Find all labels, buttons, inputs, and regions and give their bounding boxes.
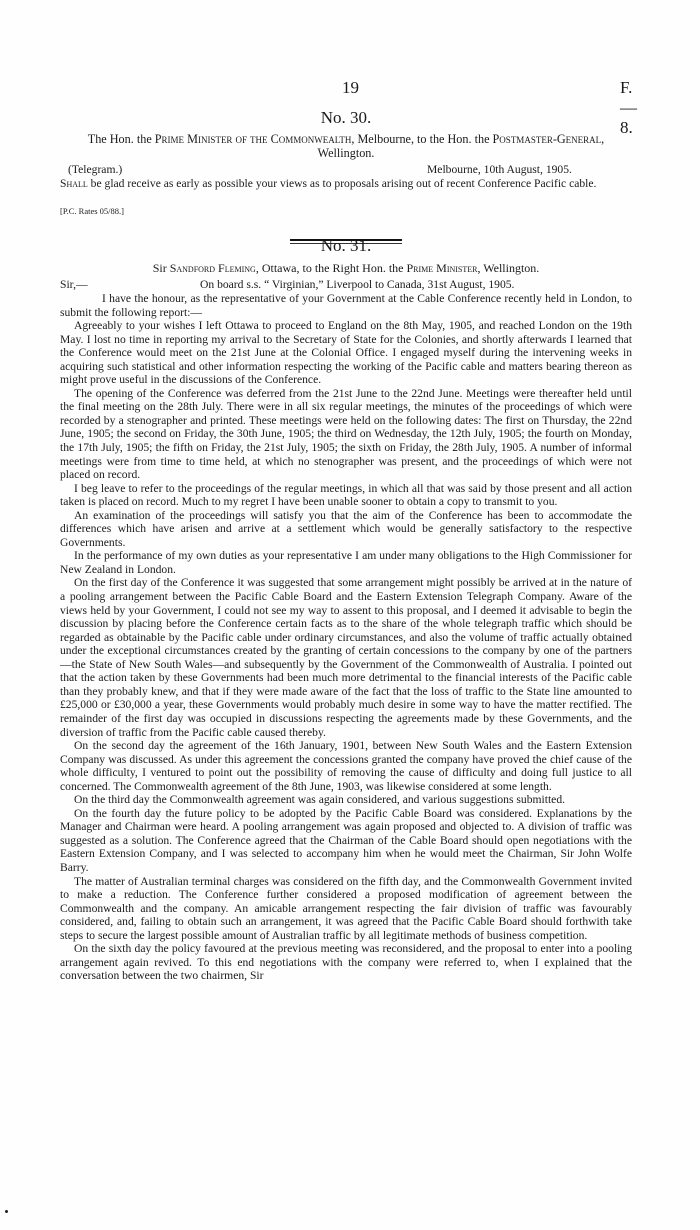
page-number: 19 xyxy=(342,78,359,97)
letter-place-date: On board s.s. “ Virginian,” Liverpool to Canada, 31st August, 1905. xyxy=(200,278,515,291)
telegram-place-date: Melbourne, 10th August, 1905. xyxy=(427,163,572,176)
paragraph: The opening of the Conference was deferred from the 21st June to the 22nd June. Meetings were thereafter held until the final meeting on the 28th July. There were in all six regular meetings, the minutes of the proceedings of which were recorded by a stenographer and printed. These meetings were held on the following dates: The first on Thursday, the 22nd June, 1905; the second on Friday, the 30th June, 1905; the third on Wednesday, the 12th July, 1905; the fourth on Monday, the 17th July, 1905; the fifth on Friday, the 21st July, 1905; the sixth on Friday, the 28th July, 1905. A number of informal meetings were from time to time held, at which no stenographer was present, and the proceedings of which were not placed on record. xyxy=(60,386,632,482)
paragraph: In the performance of my own duties as your representative I am under many obligations to the High Commissioner for New Zealand in London. xyxy=(60,549,632,576)
document-number-30: No. 30. xyxy=(320,108,372,127)
paragraph: The matter of Australian terminal charges was considered on the fifth day, and the Commonwealth Government invited to make a reduction. The Conference further considered a proposed modification of agreement between the Commonwealth and the company. An amicable arrangement respecting the fair division of traffic was favourably considered, and, failing to obtain such an arrangement, it was agreed that the Pacific Cable Board should forthwith take steps to secure the largest possible amount of Australian traffic by all legitimate methods of business competition. xyxy=(60,874,632,942)
address-line-30: The Hon. the Prime Minister of the Commonwealth, Melbourne, to the Hon. the Postmaster-General, Wellington. xyxy=(87,132,605,160)
telegram-label: (Telegram.) xyxy=(68,163,123,176)
margin-mark xyxy=(5,1210,8,1213)
telegram-body: Shall be glad receive as early as possible your views as to proposals arising out of recent Conference Pacific cable. xyxy=(60,177,597,190)
paragraph: On the fourth day the future policy to be adopted by the Pacific Cable Board was considered. Explanations by the Manager and Chairman were heard. A pooling arrangement was again proposed and objected to. A division of traffic was suggested as a solution. The Conference agreed that the Chairman of the Cable Board should open negotiations with the Eastern Extension Company, and I was selected to accompany him when he would meet the Chairman, Sir John Wolfe Barry. xyxy=(60,806,632,874)
address-line-31: Sir Sandford Fleming, Ottawa, to the Right Hon. the Prime Minister, Wellington. xyxy=(152,261,540,275)
paragraph: I beg leave to refer to the proceedings of the regular meetings, in which all that was said by those present and all action taken is placed on record. Much to my regret I have been unable sooner to obtain a copy to transmit to you. xyxy=(60,481,632,509)
salutation: Sir,— xyxy=(60,278,88,291)
letter-body xyxy=(60,292,632,983)
paragraph: On the second day the agreement of the 16th January, 1901, between New South Wales and the Eastern Extension Company was discussed. As under this agreement the concessions granted the company have proved the chief cause of the whole difficulty, I ventured to point out the possibility of removing the cause of difficulty and doing full justice to all concerned. The Commonwealth agreement of the 8th June, 1903, was likewise considered at some length. xyxy=(60,739,632,793)
paragraph: On the third day the Commonwealth agreement was again considered, and various suggestions submitted. xyxy=(74,793,566,807)
paragraph: I have the honour, as the representative of your Government at the Cable Conference recently held in London, to submit the following report:— xyxy=(60,292,632,319)
paragraph: On the first day of the Conference it was suggested that some arrangement might possibly be arrived at in the nature of a pooling arrangement between the Pacific Cable Board and the Eastern Extension Telegraph Company. Aware of the views held by your Government, I could not see my way to assent to this proposal, and I deemed it advisable to begin the discussion by placing before the Conference certain facts as to the share of the whole telegraph traffic which should be regarded as obtainable by the Pacific cable under ordinary circumstances, and also the volume of traffic actually obtained under the exceptional circumstances created by the granting of certain concessions to the company by one of the partners—the State of New South Wales—and subsequently by the Government of the Commonwealth of Australia. I pointed out that the action taken by these Governments had been much more detrimental to the financial interests of the Pacific cable than they probably knew, and that if they were made aware of the fact that the loss of traffic to the State line amounted to £25,000 or £30,000 a year, these Governments would probably much desire in some way to have the matter rectified. The remainder of the first day was occupied in discussions respecting the agreements made by these Governments, and the diversion of traffic from the Pacific cable caused thereby. xyxy=(60,576,632,739)
document-number-31-label: No. 31. xyxy=(320,236,372,255)
series-reference: F.—8. xyxy=(620,78,637,137)
paragraph: Agreeably to your wishes I left Ottawa to proceed to England on the 8th May, 1905, and reached London on the 19th May. I lost no time in reporting my arrival to the Secretary of State for the Colonies, and shortly afterwards I learned that the Conference would meet on the 21st June at the Colonial Office. I engaged myself during the intervening weeks in acquiring such statistical and other information respecting the working of the Pacific cable and matters bearing thereon as might prove useful in the discussions of the Conference. xyxy=(60,319,632,387)
reference-note: [P.C. Rates 05/88.] xyxy=(60,206,124,216)
paragraph: On the sixth day the policy favoured at the previous meeting was reconsidered, and the proposal to enter into a pooling arrangement again revived. To this end negotiations with the company were referred to, when I explained that the conversation between the two chairmen, Sir xyxy=(60,942,632,983)
paragraph: An examination of the proceedings will satisfy you that the aim of the Conference has been to accommodate the differences which have arisen and arrive at a settlement which would be generally satisfactory to the respective Governments. xyxy=(60,508,632,549)
